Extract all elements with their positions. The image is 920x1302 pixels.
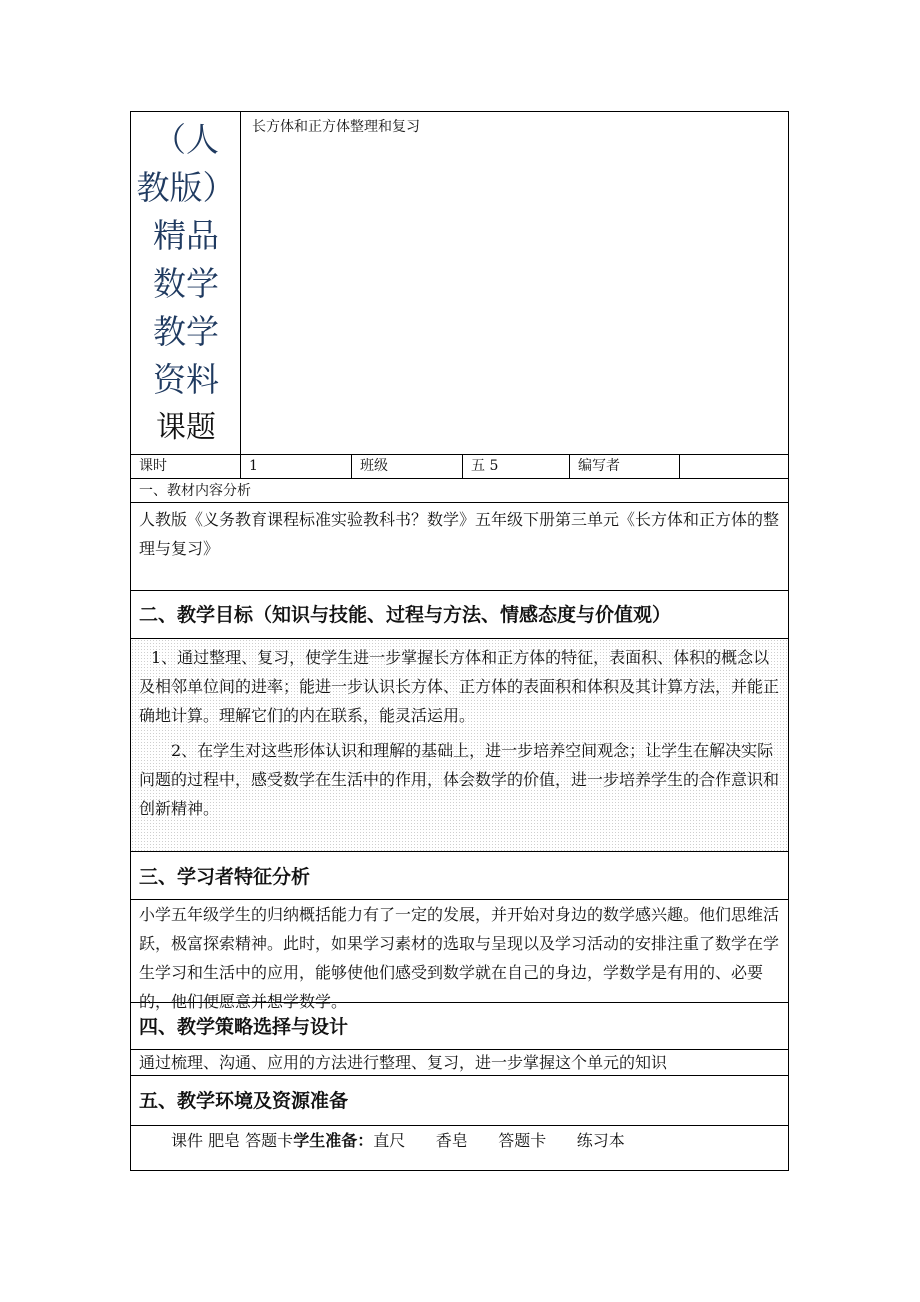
section-2-paragraph-1: 1、通过整理、复习，使学生进一步掌握长方体和正方体的特征，表面积、体积的概念以及相邻单位间的进率；能进一步认识长方体、正方体的表面积和体积及其计算方法，并能正确地计算。理解它们的内在联系，能灵活运用。	[139, 648, 780, 725]
section-5-body	[130, 1126, 789, 1171]
class-value: 五 5	[463, 455, 570, 478]
section-3-body	[130, 900, 789, 1011]
lesson-plan-table	[130, 111, 789, 1171]
lesson-value: 1	[241, 455, 352, 478]
section-1-title: 一、教材内容分析	[130, 479, 789, 503]
student-resources: 直尺 香皂 答题卡 练习本	[373, 1131, 625, 1150]
subject-label: 课题	[156, 410, 216, 445]
section-2-title: 二、教学目标（知识与技能、过程与方法、情感态度与价值观）	[130, 591, 789, 639]
student-prep-label: 学生准备：	[293, 1131, 374, 1150]
brand-line: 数学	[153, 264, 219, 303]
section-3-title: 三、学习者特征分析	[130, 852, 789, 900]
brand-line: （人	[153, 120, 219, 159]
resources-line	[131, 1126, 788, 1156]
topic-text: 长方体和正方体整理和复习	[252, 119, 420, 135]
title-column	[131, 112, 241, 454]
section-2-body	[130, 639, 789, 852]
section-1-text: 人教版《义务教育课程标准实验教科书？数学》五年级下册第三单元《长方体和正方体的整理与复习》	[139, 510, 780, 558]
section-3-text: 小学五年级学生的归纳概括能力有了一定的发展，并开始对身边的数学感兴趣。他们思维活跃，极富探索精神。此时，如果学习素材的选取与呈现以及学习活动的安排注重了数学在学生学习和生活中的应用，能够使他们感受到数学就在自己的身边，学数学是有用的、必要的，他们便愿意并想学数学。	[139, 905, 780, 1011]
author-value	[680, 455, 788, 478]
section-4-title: 四、教学策略选择与设计	[130, 1003, 789, 1050]
meta-row	[130, 455, 789, 479]
brand-line: 资料	[153, 360, 219, 399]
section-2-paragraph-2: 2、在学生对这些形体认识和理解的基础上，进一步培养空间观念；让学生在解决实际问题的过程中，感受数学在生活中的作用，体会数学的价值，进一步培养学生的合作意识和创新精神。	[139, 741, 780, 818]
lesson-label: 课时	[131, 455, 241, 478]
brand-line: 教学	[153, 312, 219, 351]
class-label: 班级	[352, 455, 463, 478]
section-1-body	[130, 503, 789, 591]
title-row	[130, 111, 789, 455]
author-label: 编写者	[570, 455, 680, 478]
section-5-title: 五、教学环境及资源准备	[130, 1076, 789, 1126]
brand-line: 教版）	[136, 168, 236, 207]
section-4-text: 通过梳理、沟通、应用的方法进行整理、复习，进一步掌握这个单元的知识	[130, 1050, 789, 1076]
teacher-resources: 课件 肥皂 答题卡	[171, 1131, 294, 1150]
brand-line: 精品	[153, 216, 219, 255]
brand-title	[131, 116, 241, 404]
